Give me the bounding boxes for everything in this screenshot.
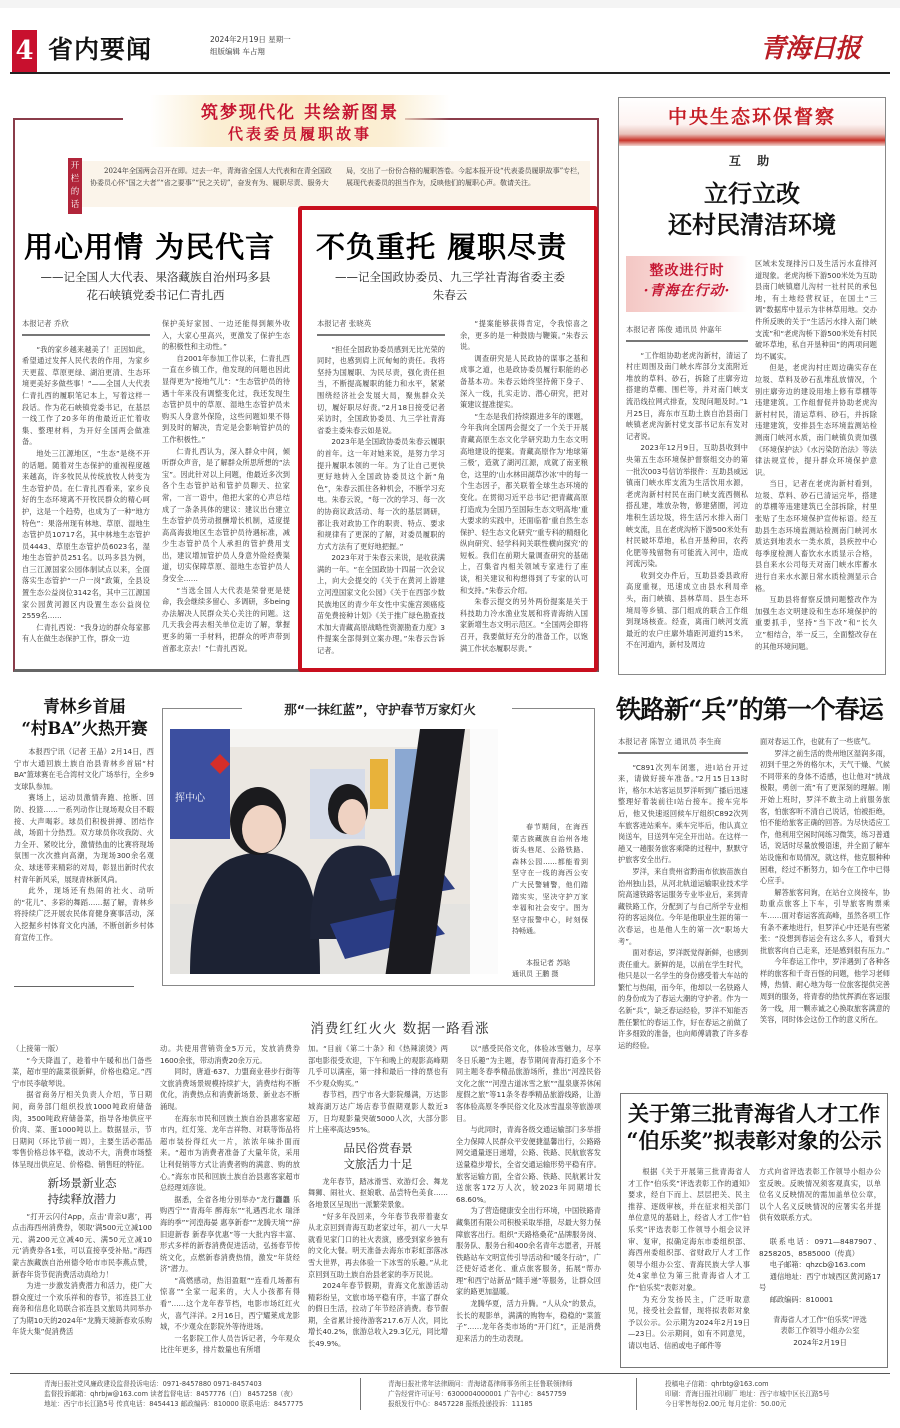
article-headline[interactable]: 不负重托 履职尽责	[316, 230, 568, 264]
header-date-block	[210, 34, 291, 58]
contact-zip: 邮政编码：810001	[769, 1294, 834, 1304]
banner-line-2: 代表委员履职故事	[227, 125, 372, 143]
village-article-rule	[14, 986, 134, 987]
top-strip	[0, 0, 900, 8]
column-intro-tag: 开栏的话	[68, 158, 82, 214]
article-column-2: 保护美好家园、一边还能得到额外收入，大家心里高兴，更激发了保护生态的积极性和主动性。” 自2001年参加工作以来，仁青扎西一直在乡镇工作，他发现的问题也因此显得更为“接地气儿”：“生态管护员的待遇十年来没有调整变化过，我还发现生态管护员中的草原、湿地生态管护员未购买人身意外保险，这些问题如果不得到及时的解决，肯定是会影响管护员的工作积极性。” 仁青扎西认为，深入群众中间，倾听群众声音，是了解群众所思所想的“法宝”。因此针对以上问题，他最近多次到各个生态管护站和管护员聊天、拉家常，一言一语中，他把大家的心声总结成了一条条具体的建议：建议出台建立生态管护员劳动报酬增长机制，适度提高高海拔地区生态管护员待遇标准，减少生态管护员个人承担的管护费用支出，建议增加管护员人身意外险经费渠道，切实保障草原、湿地生态管护员人身安全…… “当选全国人大代表是荣誉更是使命，我会继续多留心、多调研，多being办法解决人民群众关心关注的问题。这几天我会再去相关单位走访了解，掌握更多的第一手材料，把群众的呼声带到首都北京去！”仁青扎西说。	[162, 319, 290, 653]
svg-text:挥中心: 挥中心	[175, 793, 205, 804]
contact-phone: 联系电话：0971—8487907、8258205、8585000（传真）	[759, 1236, 881, 1258]
footer-separator	[360, 1378, 361, 1410]
eco-banner-title: 中央生态环保督察	[667, 106, 836, 128]
photo-illustration	[170, 729, 498, 974]
photo-caption: 春节期间，在海西蒙古族藏族自治州各地街头巷尾、公路铁路、森林公园……都能看到坚守在一线的海西公安广大民警辅警，他们踏踏实实，坚决守护万家幸福和社会安宁。图为坚守报警中心，时刻保持畅通。	[512, 823, 588, 936]
header-divider	[10, 72, 890, 74]
announcement-contacts	[759, 1236, 881, 1306]
page-editors: 组版编辑 车占翔	[210, 47, 265, 56]
consumption-column-3: 加。“目前《第二十条》和《热辣滚烫》两部电影很受欢迎，下午和晚上的观影高峰期几乎可以满座，第一排和最后一排的票也有不少观众购买。” 春节档，西宁市各大影院爆满，万达影城海湖万达广场店春节假期观影人数近3万，日均观影量突破5000人次，大部分影片上座率高达95%。 品民俗赏春景 文旅活力十足 龙年春节，踏冰滑雪、欢游灯会、舞龙舞狮、闹社火、抠娘歌、品尝特色美食……各地景区呈现出一派繁荣景象。 “好多年没回来，今年春节我带着妻女从北京回到青海互助老家过年，初八一大早就看见家门口的社火表演，感受到家乡独有的文化大餐。明天准备去海东市彩虹部落冰雪大世界，再去体验一下冰雪的乐趣。”从北京回到互助土族自治县老家的李万民说。 2024年春节假期，青海文化旅游活动精彩纷呈，文旅市场平稳有序，丰富了群众的假日生活，拉动了年节经济消费。春节假期，全省累计接待游客217.6万人次，同比增长40.2%，旅游总收入29.3亿元，同比增长49.9%。	[308, 1044, 448, 1349]
eco-byline: 本报记者 陈俊 通讯员 仲嘉年	[626, 324, 748, 342]
contact-email[interactable]: 电子邮箱：qhzcb@163.com	[769, 1260, 866, 1270]
photo-frame-top-left	[162, 708, 242, 709]
eco-kicker: 互 助	[728, 154, 776, 168]
article-subheadline: ——记全国人大代表、果洛藏族自治州玛多县 花石峡镇党委书记仁青扎西	[40, 270, 271, 302]
page-number-badge: 4	[12, 30, 37, 72]
article-column-2: “提案能够获得肯定，令我惊喜之余，更多的是一种鼓励与鞭策。”朱春云说。 调查研究是人民政协的谋事之基和成事之道，也是政协委员履行职能的必备基本功。朱春云始终坚持俯下身子、深入一线，扎实走访、潜心研究，把对策建议提准提实。 “生态是我们持续跟进多年的课题，今年我向全国两会提交了一个关于开展青藏高原生态文化学研究助力生态文明高地建设的提案。青藏高原作为‘地球第三极’，造就了湖河江源，成就了南亚粮仓，这里的‘山水林田湖草沙冰’中的每一个生态因子，都关联着全球生态环境的变化。在贯彻习近平总书记‘把青藏高原打造成为全国乃至国际生态文明高地’重大要求的实践中，还面临着‘重自然生态保护、轻生态文化研究’‘重专科的精细化纵向研究、轻学科间关联性横向探究’的短板。我们在前期大量调查研究的基础上，召集省内相关领域专家进行了座谈，相关建议和构想得到了专家的认可和支持。”朱春云介绍。 朱春云提交的另外两份提案是关于科技助力冷水渔业发展和将青海纳入国家新增生态文明示范区。“全国两会即将召开，我要做好充分的准备工作，以饱满工作状态履职尽责。”	[460, 319, 588, 653]
consumption-subhead-1: 新场景新业态 持续释放潜力	[47, 1175, 117, 1206]
consumption-article-headline[interactable]: 消费红红火火 数据一路看涨	[310, 1021, 490, 1037]
column-banner	[150, 95, 450, 147]
section-title: 省内要闻	[48, 35, 153, 64]
photo-frame-top-right	[512, 708, 595, 709]
announcement-column-1: 根据《关于开展第三批青海省人才工作“伯乐奖”评选表彰工作的通知》要求，经自下而上、层层把关、民主推荐、逐级审核，并在征求相关部门单位意见的基础上，经省人才工作“伯乐奖”评选表彰工作领导小组会议评审、复审，拟确定海东市委组织部、海西州委组织部、省财政厅人才工作领导小组办公室、青海民族大学人事处4家单位为第三批青海省人才工作“伯乐奖”表彰对象。 为充分发扬民主，广泛听取意见，接受社会监督，现将拟表彰对象予以公示。公示期为2024年2月19日—23日。公示期间，如有不同意见，请以电话、信函或电子邮件等	[628, 1167, 750, 1350]
article-subheadline: ——记全国政协委员、九三学社青海省委主委 朱春云	[335, 270, 565, 302]
footer-contacts-block: 青海日报社党风廉政建设监督投诉电话：0971-8457880 0971-8457403 监督投诉邮箱：qhrbjw@163.com 读者监督电话：8457776（白） 8457258（夜） 地址：西宁市长江路5号 传真电话：8454413 邮政编码：810000 联系电话：8457775	[44, 1380, 304, 1408]
article-headline[interactable]: 用心用情 为民代言	[24, 230, 276, 264]
contact-address: 通信地址：西宁市城西区黄河路17号	[759, 1271, 881, 1293]
railway-byline: 本报记者 陈智立 通讯员 李生商	[618, 736, 748, 754]
railway-column-1: 本报记者 陈智立 通讯员 李生商 “C891次列车闭塞，进Ⅰ站台开过来，请做好接车准备。”2月15日13时许，格尔木站客运员罗洋听到广播后迅速整理好着装前往Ⅰ站台接车。接车完毕后，他又快速返回候车厅组织C892次列车旅客进站乘车。乘车完毕后，他认真立岗送车，目送列车完全开出站。在这样一趟又一趟服务旅客乘降的过程中，默默守护旅客安全出行。 罗洋，来自贵州省黔南布依族苗族自治州独山县，从河北轨道运输职业技术学院高速铁路客运服务专业毕业后，来到青藏铁路工作，分配到了与自己所学专业相符的客运岗位。今年是他职业生涯的第一次春运，也是他人生的第一次“职场大考”。 面对春运，罗洋既觉得新鲜，也感到责任重大。新鲜的是，以前在学生时代，他只是以一名学生的身份感受着大车站的繁忙与热闹，而今年，他却以一名铁路人的身份成为了春运大潮的守护者。作为一名新“兵”，缺乏春运经验，罗洋不知能否胜任繁忙的春运工作，好在春运之前做了许多细致的准备，也向师傅请教了许多春运的经验。	[618, 737, 748, 1050]
eco-headline[interactable]: 立行立改 还村民清洁环境	[668, 179, 836, 239]
eco-banner	[619, 98, 885, 146]
consumption-column-1: （上接第一版） “今天降温了，趁着中午暖和出门备些菜，超市里的蔬菜很新鲜，价格也稳定。”西宁市民李敏琴说。 据省商务厅相关负责人介绍，节日期间，商务部门组织投放1000吨政府储备肉，3500吨政府储备菜，指导各地供应平价肉、菜、蛋1000吨以上。数据显示，节日期间（环比节前一周），主要生活必需品零售价格总体平稳，波动不大，消费市场整体呈现出供应足、价格稳、销售旺的特征。 新场景新业态 持续释放潜力 “打开云闪付App，点击‘青亲U惠’，再点击海西州消费券，领取‘满500元立减100元、满200元立减40元、满50元立减10元’消费券各1张，可以直接享受补贴。”海西蒙古族藏族自治州德令哈市市民李燕点赞，新春年货节促消费活动真给力！ 为进一步激发消费潜力和活力，使广大群众度过一个欢乐祥和的春节，祁连县工业商务和信息化局联合祁连县文旅局共同举办了为期10天的2024年“龙腾天境新春欢乐购年货大集”促消费活	[12, 1044, 152, 1337]
issue-date: 2024年2月19日 星期一	[210, 35, 291, 44]
announcement-column-2: 方式向省评选表彰工作领导小组办公室反映。反映情况须客观真实，以单位名义反映情况的需加盖单位公章，以个人名义反映情况的应署实名并提供有效联系方式。 联系电话：0971—8487907、8258205、8585000（传真） 电子邮箱：qhzcb@163.com 通信地址：西宁市城西区黄河路17号 邮政编码：810001 青海省人才工作“伯乐奖”评选 表彰工作领导小组办公室 2024年2月19日	[759, 1167, 881, 1347]
photo-title[interactable]: 那“一抹红蓝”，守护春节万家灯火	[284, 702, 476, 717]
article-column-1: 本报记者 乔欣 “我的家乡越来越美了！正因如此，希望通过发挥人民代表的作用，为家乡天更蓝、草原更绿、湖泊更清、生态环境更美好多做些事！”——全国人大代表仁青扎西的履职笔记本上，写着这样一段话。作为花石峡镇党委书记，在基层一线工作了20多年的他最近正忙着收集、整理材料，为开好全国两会做准备。 地处三江源地区，“生态”是绕不开的话题。随着对生态保护的重视程度越来越高，许多牧民从传统放牧人转变为生态管护员。在仁青扎西看来，家乡良好的生态环境离不开牧民群众的精心呵护，这是一个趋势，也成为了一种“地方特色”：果洛州现有林地、草原、湿地生态管护员10717名，其中林地生态管护员4443、草原生态管护员6023名，湿地生态管护员251名。以玛多县为例，自三江源国家公园体制试点以来，全面落实生态管护“一户一岗”政策，全县设置生态公益岗位3142名，其中三江源国家公园黄河源区内设置生态公益岗位2559名…… 仁青扎西说：“我身边的群众每家都有人在做生态保护工作，群众一边	[22, 319, 150, 644]
eco-column-2: 区域未发现排污口及生活污水直排河道现象。老虎沟桥下游500米处为互助县南门峡镇磨儿沟村一社村民的承包地，有土地经营权证，在国土“三调”数据库中显示为非林草用地。交办件所反映的关于“生活污水排入南门峡支流”和“老虎沟桥下游500米处有村民破坏草地，私自开垦种田”的两项问题均不属实。 但是，老虎沟村庄周边确实存在垃圾、草料及砂石乱堆乱放情况，个别庄廓旁边的建设用地上修有草棚等违建建筑。工作组督促并协助老虎沟新村村民，清运草料、砂石，并拆除违建建筑，安排县生态环境监测站检测南门峡河水质，南门峡镇负责加强《环境保护法》《水污染防治法》等法律法规宣传，提升群众环境保护意识。 当日，记者在老虎沟新村看到，垃圾、草料、砂石已清运完毕，搭建的草棚等违建建筑已全部拆除，村里张贴了生态环境保护宣传标语。经互助县生态环境监测站检测南门峡河水质达到地表水一类水质，县疾控中心每季度检测人畜饮水水质显示合格，县自来水公司每天对南门峡水库蓄水进行自来水水源日常水质检测显示合格。 互助县将督察反馈问题整改作为加强生态文明建设和生态环境保护的重要抓手，坚持“当下改”和“长久立”相结合，举一反三，全面整改存在的其他环境问题。	[755, 259, 877, 651]
police-dispatch-photo[interactable]	[170, 729, 498, 974]
article-column-1: 本报记者 张晓英 “担任全国政协委员感到无比光荣的同时，也感到肩上沉甸甸的责任。我将坚持为国履职、为民尽责，强化责任担当，不断提高履职的能力和水平，紧紧围绕经济社会发展大局，聚焦群众关切，履好职尽好责。”2月18日接受记者采访时，全国政协委员、九三学社青海省委主委朱春云如是说。 2023年是全国政协委员朱春云履职的首年。这一年对她来说，是努力学习提升履职本领的一年。为了让自己更快更好地转入全国政协委员这个新“角色”，朱春云抓住各种机会，不断学习充电。朱春云说，“每一次的学习、每一次的协商议政活动、每一次的基层调研，都让我对政协工作的职责、特点、要求和规律有了更深的了解，对委员履职的方式方法有了更好地把握。” 2023年对于朱春云来说，是收获满满的一年。“在全国政协十四届一次会议上，向大会提交的《关于在黄河上游建立河湟国家文化公园》《关于在西部少数民族地区的青少年女性中实施宫颈癌疫苗免费接种计划》《关于推广绿色勘查技术加大青藏高原战略性资源勘查力度》3件提案全部得到立案办理。”朱春云告诉记者。	[317, 319, 445, 656]
village-article-headline[interactable]: 青林乡首届 “村BA”火热开赛	[21, 697, 148, 738]
feature-frame-top-left	[13, 118, 123, 120]
railway-column-2: 面对春运工作，也就有了一些底气。 罗洋之前生活的贵州地区湿润多雨，初到千里之外的格尔木，天气干燥、气候不同带来的身体不适感，也让他对“挑战极限，勇创一流”有了更深刻的理解。刚开始上班时，罗洋不敢主动上前服务旅客，怕旅客听不清自己说话，怕被拒绝，怕不能给旅客正确的回答。为尽快适应工作，他利用空闲时间练习微笑，练习普通话，说话时尽量放慢语速，并全面了解车站设施和布局情况，就这样，他克服种种困难，经过不断努力，如今在工作中已得心应手。 解答旅客问询，在站台立岗接车，协助重点旅客上下车，引导旅客购票乘车……面对春运客流高峰，虽然各项工作有条不紊地进行，但罗洋心中还是有些紧张：“没想到春运会有这么多人，看到大批旅客向自己走来，还是感到很有压力。” 今年春运工作中，罗洋遇到了各种各样的旅客和千奇百怪的问题，他学习老师傅，热情、耐心地为每一位旅客提供完善周到的服务，将青春的热忱挥洒在客运服务一线，用一颗赤诚之心换取旅客满意的笑容，同时体会这份工作的意义所在。	[760, 737, 890, 1025]
column-intro-text: 2024年全国两会召开在即。过去一年，青海省全国人大代表和在青全国政协委员心怀“国之大者”“省之要事”“民之关切”，奋发有为、履职尽责、服务大局，交出了一份份合格的履职答卷。今起本报开设“代表委员履职故事”专栏，展现代表委员的担当作为，反映他们的履职心声。敬请关注。	[90, 167, 585, 187]
footer-legal-block: 青海日报社常年法律顾问：青海诸葛律师事务所主任鲁联领律师 广告经营许可证号：6300004000001 广告中心：8457759 报纸发行中心：8457228 报纸投递投诉：11185	[388, 1380, 573, 1408]
railway-article-headline[interactable]: 铁路新“兵”的第一个春运	[616, 695, 883, 724]
announcement-signoff: 青海省人才工作“伯乐奖”评选 表彰工作领导小组办公室 2024年2月19日	[773, 1314, 867, 1347]
photo-credit: 本报记者 苏晗 通讯员 王鹏 摄	[512, 959, 571, 978]
article-byline: 本报记者 张晓英	[317, 318, 445, 336]
newspaper-logo: 青海日报	[760, 34, 861, 64]
consumption-column-2: 动。共使用营销资金5万元，发放消费券1600余张，带动消费20余万元。 同时，唐道·637、力盟商业巷步行街等文旅消费场景规模持续扩大，消费结构不断优化，消费热点和消费新场景、新业态不断涌现。 在海东市民和回族土族自治县惠客家超市内，红灯笼、龙年吉祥物、对联等饰品将超市装扮得红火一片，浓浓年味扑面而来。“超市为消费者准备了大量年货，采用让利促销等方式让消费者购的满意、购的放心。”海东市民和回族土族自治县惠客家超市总经理刘彦说。 据悉，全省各地分别举办“龙行龘龘 乐购西宁”“青海年 醉海东”“礼遇西北水 瑞泽海的季”“河湟海晏 惠享新春”“龙腾天境”“辞旧迎新春 新春享优惠”等一大批内容丰富、形式多样的新春消费促进活动，弘扬春节传统文化，点燃新春消费热情，激发“年货经济”潜力。 “高燃感动，热泪盈眶”“连看几场都有惊喜”“全家一起来的，大人小孩都有得看”……这个龙年春节档，电影市场红红火火，喜气洋洋。2月16日，西宁耀莱成龙影城，不少观众在影院外等待进场。 一名影院工作人员告诉记者，今年观众比往年更多，排片数量也有所增	[160, 1044, 300, 1355]
eco-column-1: 本报记者 陈俊 通讯员 仲嘉年 “工作组协助老虎沟新村，清运了村庄周围及南门峡水库部分支流附近堆放的草料、砂石，拆除了庄廓旁边搭建的草棚、围栏等，并对南门峡支流沿线拉网式排查，发现问题及时。”1月25日，海东市互助土族自治县南门峡镇老虎沟新村党支部书记东有发对记者说。 2023年12月9日，互助县收到中央第五生态环境保护督察组交办的第一批次003号信访举报件：互助县威远镇南门峡水库支流为生活饮用水源，老虎沟新村村民在南门峡支流西侧私搭乱建，堆放杂物，修建猪圈，河边堆积生活垃圾，将生活污水排入南门峡支流，且在老虎沟桥下游500米处有村民破坏草地，私自开垦种田，农药化肥等残留物有可能流入河中，造成河流污染。 收到交办件后，互助县委县政府高度重视，迅速成立由县水利局牵头，南门峡镇、县林草局、县生态环境局等乡镇、部门组成的联合工作组到现场核查。经查，离南门峡河支流最近的农户庄廓外墙距河道约15米，不在河道内，新村及周边	[626, 325, 748, 650]
footer-print-block: 投稿电子信箱：qhrbtg@163.com 印刷：青海日报社印刷厂 地址：西宁市城中区长江路5号 今日零售每份2.00元 每月定价：50.00元	[665, 1380, 830, 1408]
announcement-headline[interactable]: 关于第三批青海省人才工作 “伯乐奖”拟表彰对象的公示	[626, 1101, 882, 1153]
footer-divider	[10, 1373, 890, 1374]
eco-campaign-tag: 整改进行时 ·青海在行动·	[626, 256, 748, 312]
village-article-body: 本报西宁讯（记者 王晶）2月14日，西宁市大通回族土族自治县青林乡首届“村BA”篮球赛在毛合湾村文化广场举行，全乡9支球队参加。 赛场上，运动员激情奔跑、抢断、回防、投篮……一系列动作让现场观众目不暇接、大声喝彩。球员们积极拼搏、团结作战，场面十分热烈。双方球员你攻我防、火力全开、紧咬比分，激情热血的比赛将现场氛围一次次推向高潮，为现场300余名观众、球迷带来精彩的对局，彰显出新时代农村青年新风采，展现青林新风尚。 此外，现场还有热闹的社火、动听的“花儿”、多彩的舞蹈……据了解，青林乡将持续广泛开展农民体育健身赛事活动，深入挖掘乡村体育文化内涵，不断创新乡村体育宣传工作。	[14, 747, 154, 942]
article-byline: 本报记者 乔欣	[22, 318, 150, 336]
banner-line-1: 筑梦现代化 共绘新图景	[201, 103, 399, 123]
consumption-column-4: 以“感受民俗文化，体验冰雪魅力，尽享冬日乐趣”为主题，春节期间青海打造多个不同主题冬春季精品旅游场所，推出“河湟民俗文化之旅”“河湟古道冰雪之旅”“温泉康养休闲度假之旅”等11条冬春季精品旅游线路，让游客体验高原冬季民俗文化及冰雪温泉等旅游项目。 与此同时，青海各级交通运输部门多举措全力保障人民群众平安便捷温馨出行，公路路网交通量逐日递增，公路、铁路、民航旅客发送量稳步增长，全省交通运输形势平稳有序。旅客运输方面，全省公路、铁路、民航累计发送旅客172万人次，较2023年同期增长68.60%。 为了营造健康安全出行环境，中国铁路青藏集团有限公司积极采取举措，尽最大努力保障旅客出行。组织“天路格桑花”品牌服务岗、服务队、服务台和400余名青年志愿者，开展铁路站车文明宣传引导活动和“暖冬行动”，广泛使好适老化、重点旅客服务，拓展“帮办理”和西宁站新品“随手递”等服务，让群众回家的路更加温暖。 龙腾华夏，活力升腾。“人从众”的景点，长长的观影单，满满的购物车，稳稳的“菜篮子”……龙年各类市场的“开门红”，正是消费迎来活力的生动表现。	[456, 1044, 601, 1343]
consumption-subhead-2: 品民俗赏春景 文旅活力十足	[343, 1140, 413, 1171]
continued-marker: （上接第一版）	[12, 1044, 63, 1053]
footer-separator	[636, 1378, 637, 1410]
